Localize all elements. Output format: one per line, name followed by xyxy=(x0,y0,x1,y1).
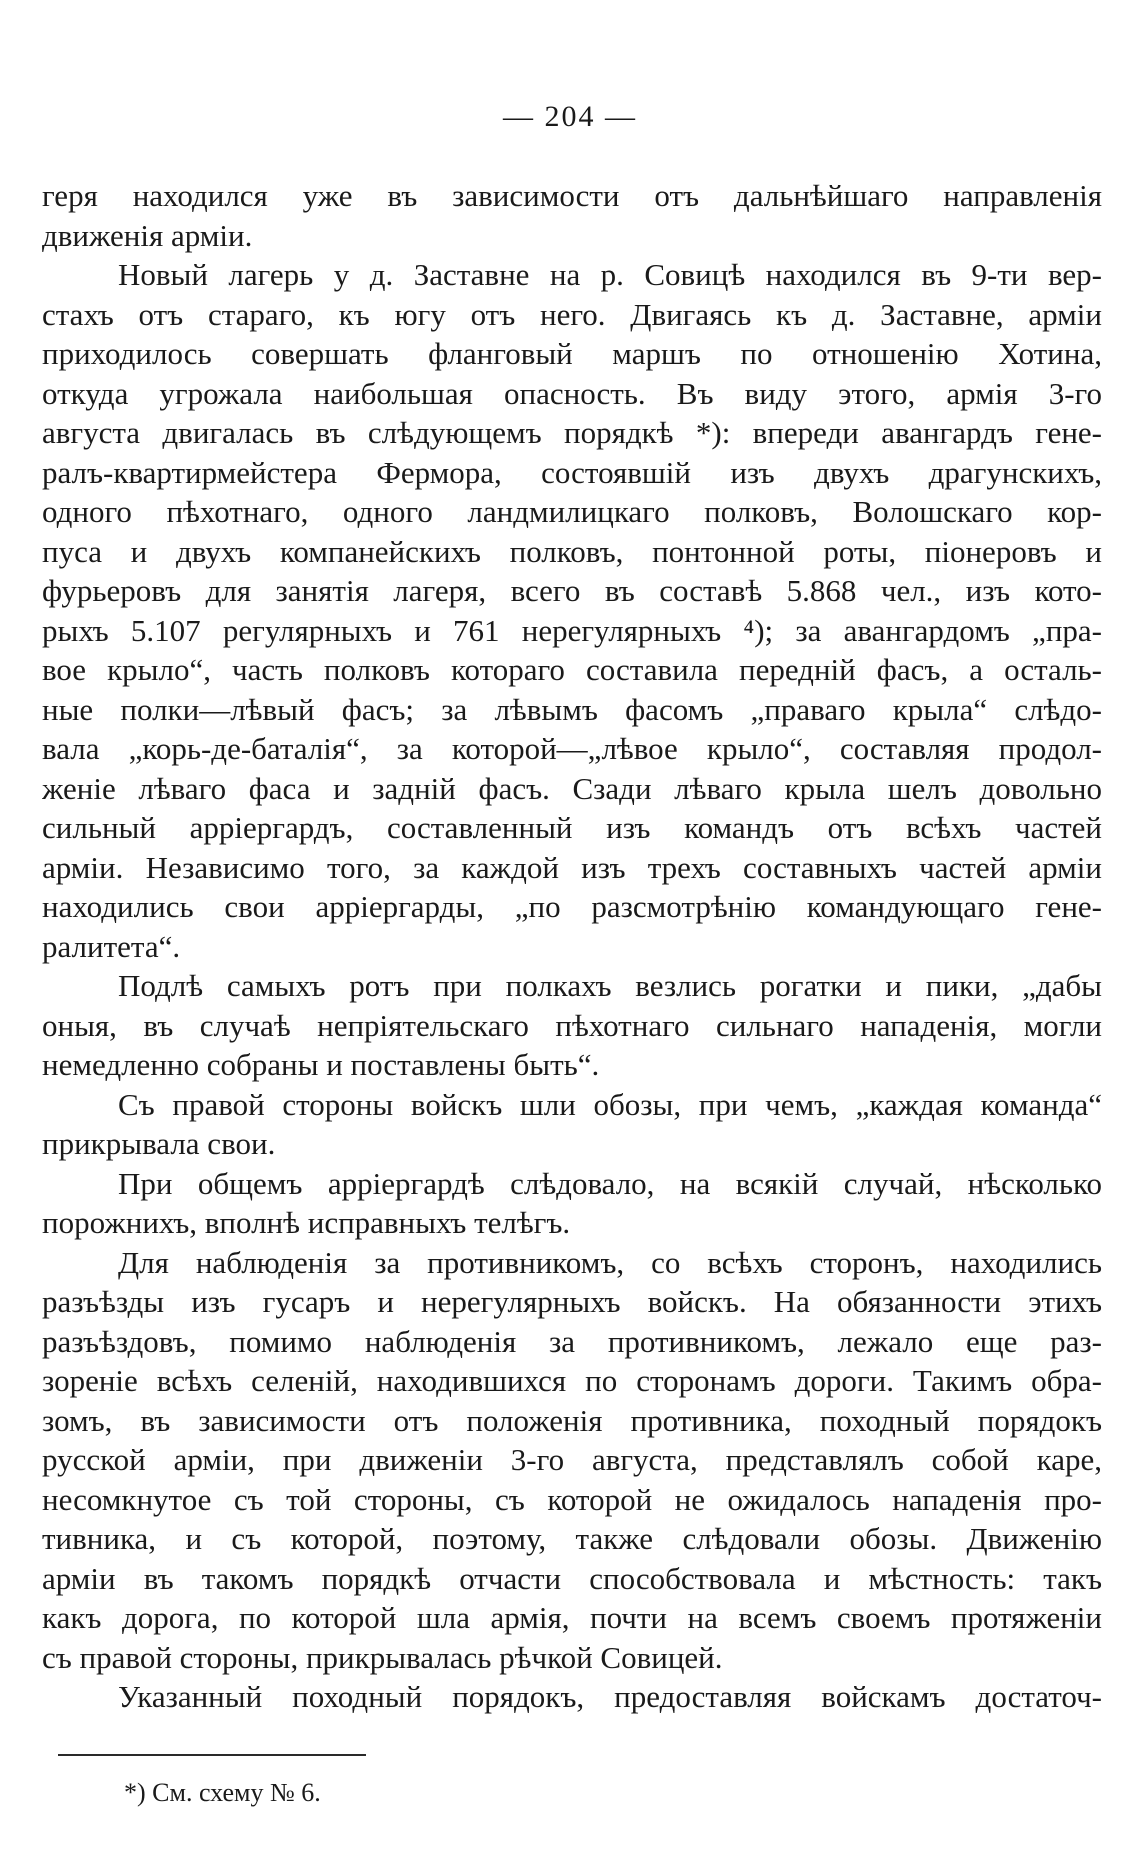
text-line: одного пѣхотнаго, одного ландмилицкаго полковъ, Волошскаго кор- xyxy=(42,494,1102,529)
text-line: арміи. Независимо того, за каждой изъ трехъ составныхъ частей арміи xyxy=(42,849,1102,885)
text-line: вала „корь-де-баталія“, за которой—„лѣвое крыло“, составляя продол- xyxy=(42,731,1102,766)
text-line: зореніе всѣхъ селеній, находившихся по сторонамъ дороги. Такимъ обра- xyxy=(42,1363,1102,1398)
text-line: Указанный походный порядокъ, предоставляя войскамъ достаточ- xyxy=(118,1679,1102,1714)
text-line: геря находился уже въ зависимости отъ дальнѣйшаго направленія xyxy=(42,178,1102,213)
text-line: несомкнутое съ той стороны, съ которой не ожидалось нападенія про- xyxy=(42,1481,1102,1517)
text-line: тивника, и съ которой, поэтому, также слѣдовали обозы. Движенію xyxy=(42,1521,1102,1556)
text-line: При общемъ арріергардѣ слѣдовало, на всякій случай, нѣсколько xyxy=(118,1165,1102,1201)
footnote-divider xyxy=(58,1754,366,1756)
footnote: *) См. схему № 6. xyxy=(124,1778,321,1807)
text-line: вое крыло“, часть полковъ котораго составила передній фасъ, а осталь- xyxy=(42,652,1102,687)
text-line: фурьеровъ для занятія лагеря, всего въ составѣ 5.868 чел., изъ кото- xyxy=(42,573,1102,608)
text-line: рыхъ 5.107 регулярныхъ и 761 нерегулярныхъ ⁴); за авангардомъ „пра- xyxy=(42,612,1102,648)
page-number: — 204 — xyxy=(503,100,637,133)
text-line: Съ правой стороны войскъ шли обозы, при чемъ, „каждая команда“ xyxy=(118,1086,1102,1122)
text-line: немедленно собраны и поставлены быть“. xyxy=(42,1047,600,1082)
text-line: русской арміи, при движеніи 3-го августа, представлялъ собой каре, xyxy=(42,1442,1102,1477)
text-line: ралъ-квартирмейстера Фермора, состоявшій изъ двухъ драгунскихъ, xyxy=(42,454,1102,490)
text-line: оныя, въ случаѣ непріятельскаго пѣхотнаго сильнаго нападенія, могли xyxy=(42,1007,1102,1043)
text-line: прикрывала свои. xyxy=(42,1126,276,1161)
text-line: какъ дорога, по которой шла армія, почти на всемъ своемъ протяженіи xyxy=(42,1600,1102,1635)
text-line: разъѣзды изъ гусаръ и нерегулярныхъ войскъ. На обязанности этихъ xyxy=(42,1284,1102,1319)
text-line: Для наблюденія за противникомъ, со всѣхъ сторонъ, находились xyxy=(118,1244,1102,1280)
text-line: сильный арріергардъ, составленный изъ командъ отъ всѣхъ частей xyxy=(42,810,1102,845)
text-line: ные полки—лѣвый фасъ; за лѣвымъ фасомъ „праваго крыла“ слѣдо- xyxy=(42,691,1102,727)
text-line: женіе лѣваго фаса и задній фасъ. Сзади лѣваго крыла шелъ довольно xyxy=(42,770,1102,806)
text-line: Подлѣ самыхъ ротъ при полкахъ везлись рогатки и пики, „дабы xyxy=(118,968,1102,1003)
body-text xyxy=(42,176,1102,1717)
text-line: арміи въ такомъ порядкѣ отчасти способствовала и мѣстность: такъ xyxy=(42,1560,1102,1596)
text-line: августа двигалась въ слѣдующемъ порядкѣ *): впереди авангардъ гене- xyxy=(42,415,1102,450)
text-line: ралитета“. xyxy=(42,928,181,964)
text-line: стахъ отъ стараго, къ югу отъ него. Двигаясь къ д. Заставне, арміи xyxy=(42,296,1102,332)
text-line: находились свои арріергарды, „по разсмотрѣнію командующаго гене- xyxy=(42,889,1102,924)
text-line: порожнихъ, вполнѣ исправныхъ телѣгъ. xyxy=(42,1205,571,1240)
text-line: приходилось совершать фланговый маршъ по отношенію Хотина, xyxy=(42,336,1102,371)
text-line: зомъ, въ зависимости отъ положенія противника, походный порядокъ xyxy=(42,1402,1102,1438)
text-line: откуда угрожала наибольшая опасность. Въ виду этого, армія 3-го xyxy=(42,375,1102,411)
text-line: Новый лагерь у д. Заставне на р. Совицѣ находился въ 9-ти вер- xyxy=(118,257,1102,292)
text-line: пуса и двухъ компанейскихъ полковъ, понтонной роты, піонеровъ и xyxy=(42,533,1102,569)
text-line: разъѣздовъ, помимо наблюденія за противникомъ, лежало еще раз- xyxy=(42,1323,1102,1359)
text-line: съ правой стороны, прикрывалась рѣчкой Совицей. xyxy=(42,1639,723,1675)
text-line: движенія арміи. xyxy=(42,217,253,253)
